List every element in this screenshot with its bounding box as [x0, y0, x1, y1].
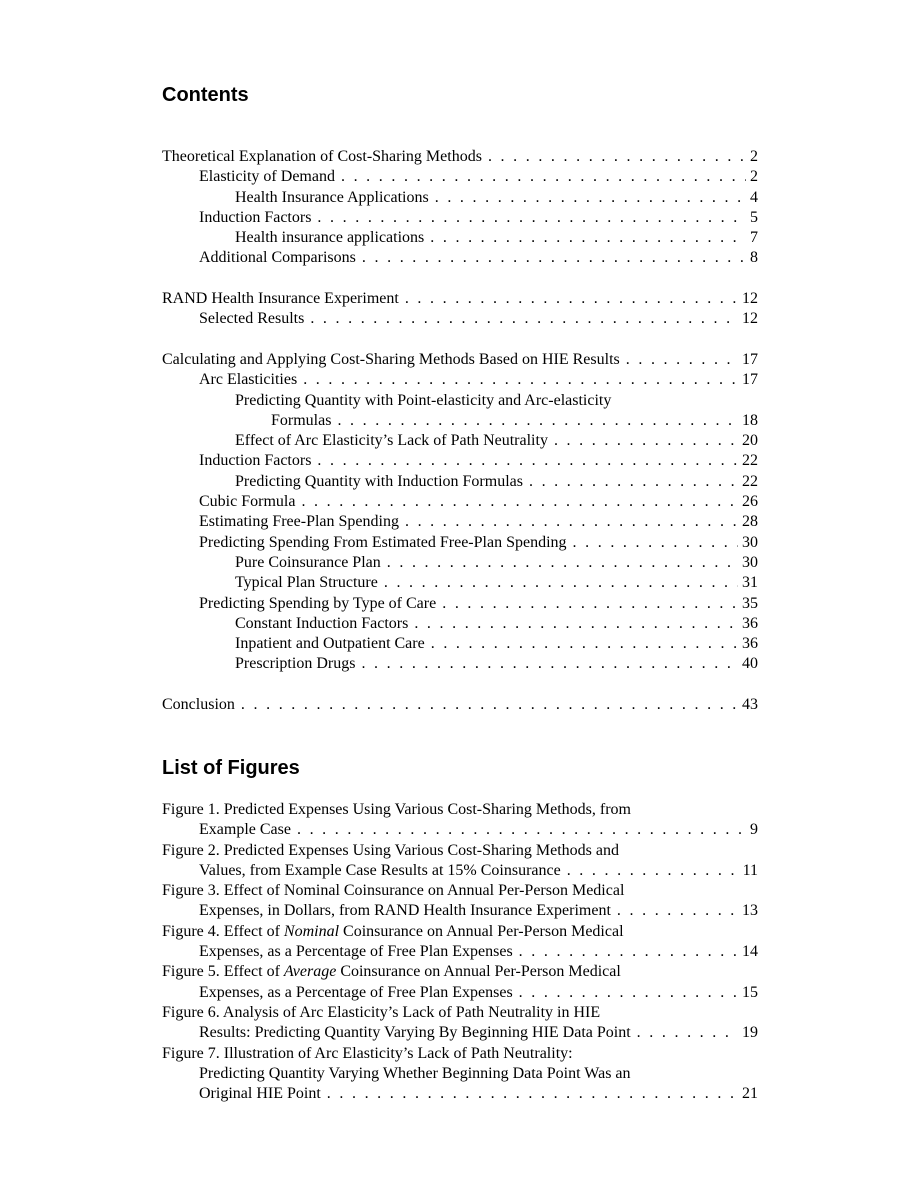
- toc-entry[interactable]: [162, 553, 758, 573]
- dot-leader: [617, 901, 738, 921]
- dot-leader: [431, 634, 738, 654]
- toc-title: RAND Health Insurance Experiment: [162, 290, 399, 308]
- toc-page: 12: [742, 290, 758, 308]
- toc-page: 20: [742, 432, 758, 450]
- toc-title: Predicting Spending by Type of Care: [199, 594, 437, 612]
- toc-entry[interactable]: [162, 614, 758, 634]
- toc-entry[interactable]: [162, 492, 758, 512]
- dot-leader: [301, 492, 738, 512]
- toc-title: Health insurance applications: [235, 229, 425, 247]
- figure-entry[interactable]: [162, 1044, 758, 1105]
- toc-title: Prescription Drugs: [235, 655, 356, 673]
- toc-title-continued: Formulas: [271, 411, 332, 429]
- dot-leader: [626, 350, 738, 370]
- toc-title: Constant Induction Factors: [235, 614, 409, 632]
- toc-page: 36: [742, 635, 758, 653]
- dot-leader: [317, 208, 746, 228]
- dot-leader: [361, 654, 738, 674]
- figure-title-emphasis: Average: [283, 963, 337, 981]
- toc-title: Induction Factors: [199, 208, 312, 226]
- toc-page: 30: [742, 533, 758, 551]
- toc-title: Predicting Spending From Estimated Free-Plan Spending: [199, 533, 567, 551]
- toc-page: 5: [750, 208, 758, 226]
- figure-title-line: Values, from Example Case Results at 15% Coinsurance: [199, 861, 561, 879]
- toc-entry[interactable]: [162, 411, 758, 431]
- dot-leader: [317, 451, 738, 471]
- figure-page: 19: [742, 1024, 758, 1042]
- toc-entry[interactable]: [162, 451, 758, 471]
- dot-leader: [405, 289, 738, 309]
- figure-title-line: Figure 2. Predicted Expenses Using Various Cost-Sharing Methods and: [162, 841, 619, 859]
- toc-page: 35: [742, 594, 758, 612]
- toc-entry[interactable]: [162, 309, 758, 329]
- toc-title: Predicting Quantity with Point-elasticity and Arc-elasticity: [235, 391, 612, 409]
- toc-entry[interactable]: [162, 695, 758, 715]
- toc-page: 8: [750, 249, 758, 267]
- toc-title: Elasticity of Demand: [199, 168, 335, 186]
- figure-page: 9: [750, 821, 758, 839]
- toc-page: 18: [742, 411, 758, 429]
- dot-leader: [435, 188, 746, 208]
- figure-title-line: Expenses, as a Percentage of Free Plan Expenses: [199, 983, 513, 1001]
- toc-title: Health Insurance Applications: [235, 188, 429, 206]
- figure-entry[interactable]: [162, 881, 758, 922]
- dot-leader: [554, 431, 738, 451]
- toc-page: 26: [742, 493, 758, 511]
- toc-entry[interactable]: [162, 573, 758, 593]
- figure-page: 21: [742, 1085, 758, 1103]
- toc-title: Inpatient and Outpatient Care: [235, 635, 425, 653]
- toc-page: 30: [742, 553, 758, 571]
- toc-page: 31: [742, 574, 758, 592]
- toc-entry[interactable]: [162, 167, 758, 187]
- toc-entry[interactable]: [162, 370, 758, 390]
- toc-page: 4: [750, 188, 758, 206]
- figure-page: 11: [742, 861, 758, 879]
- figure-title-line: Expenses, as a Percentage of Free Plan Expenses: [199, 943, 513, 961]
- toc-entry[interactable]: [162, 228, 758, 248]
- figure-page: 13: [742, 902, 758, 920]
- figure-entry[interactable]: [162, 922, 758, 963]
- dot-leader: [529, 472, 738, 492]
- figure-title-prefix: Figure 5. Effect of: [162, 963, 284, 981]
- dot-leader: [337, 411, 738, 431]
- figure-title-line: Figure 3. Effect of Nominal Coinsurance on Annual Per-Person Medical: [162, 882, 625, 900]
- figure-title-line: Expenses, in Dollars, from RAND Health Insurance Experiment: [199, 902, 611, 920]
- toc-entry[interactable]: [162, 248, 758, 268]
- toc-page: 17: [742, 371, 758, 389]
- dot-leader: [567, 861, 739, 881]
- toc-entry[interactable]: [162, 289, 758, 309]
- toc-title: Predicting Quantity with Induction Formulas: [235, 472, 523, 490]
- toc-title: Effect of Arc Elasticity’s Lack of Path Neutrality: [235, 432, 548, 450]
- figure-title-line: Figure 7. Illustration of Arc Elasticity’s Lack of Path Neutrality:: [162, 1044, 573, 1062]
- dot-leader: [573, 533, 738, 553]
- toc-page: 12: [742, 310, 758, 328]
- contents-heading: Contents: [162, 84, 249, 106]
- figure-title-line: Results: Predicting Quantity Varying By Beginning HIE Data Point: [199, 1024, 631, 1042]
- toc-page: 7: [750, 229, 758, 247]
- toc-entry-first-line[interactable]: [162, 391, 758, 411]
- figure-title-prefix: Figure 4. Effect of: [162, 922, 284, 940]
- dot-leader: [637, 1023, 738, 1043]
- toc-title: Arc Elasticities: [199, 371, 298, 389]
- dot-leader: [414, 614, 738, 634]
- dot-leader: [341, 167, 746, 187]
- figure-title-line: [162, 922, 758, 942]
- figure-entry[interactable]: [162, 841, 758, 882]
- dot-leader: [310, 309, 738, 329]
- toc-title: Estimating Free-Plan Spending: [199, 513, 399, 531]
- dot-leader: [297, 820, 746, 840]
- toc-page: 2: [750, 168, 758, 186]
- toc-entry[interactable]: [162, 654, 758, 674]
- dot-leader: [488, 147, 746, 167]
- figure-title-line: Original HIE Point: [199, 1085, 321, 1103]
- figure-page: 15: [742, 983, 758, 1001]
- dot-leader: [303, 370, 738, 390]
- toc-title: Calculating and Applying Cost-Sharing Methods Based on HIE Results: [162, 350, 620, 368]
- figure-title-line: Figure 1. Predicted Expenses Using Various Cost-Sharing Methods, from: [162, 801, 631, 818]
- list-of-figures-heading: List of Figures: [162, 757, 300, 779]
- dot-leader: [442, 594, 738, 614]
- dot-leader: [384, 573, 738, 593]
- dot-leader: [327, 1084, 738, 1104]
- figure-title-line: Example Case: [199, 821, 291, 839]
- toc-title: Cubic Formula: [199, 493, 296, 511]
- figure-title-suffix: Coinsurance on Annual Per-Person Medical: [336, 963, 621, 981]
- toc-title: Induction Factors: [199, 452, 312, 470]
- toc-page: 22: [742, 452, 758, 470]
- figure-entry[interactable]: [162, 1003, 758, 1044]
- figure-title-emphasis: Nominal: [283, 922, 340, 940]
- toc-title: Typical Plan Structure: [235, 574, 378, 592]
- toc-entry[interactable]: [162, 512, 758, 532]
- toc-page: 40: [742, 655, 758, 673]
- toc-page: 17: [742, 350, 758, 368]
- toc-page: 28: [742, 513, 758, 531]
- toc-entry[interactable]: [162, 533, 758, 553]
- figure-title-suffix: Coinsurance on Annual Per-Person Medical: [339, 922, 624, 940]
- dot-leader: [519, 942, 738, 962]
- dot-leader: [387, 553, 738, 573]
- toc-entry[interactable]: [162, 147, 758, 167]
- toc-entry[interactable]: [162, 188, 758, 208]
- toc-title: Conclusion: [162, 696, 235, 714]
- figure-title-line: Figure 6. Analysis of Arc Elasticity’s Lack of Path Neutrality in HIE: [162, 1003, 601, 1021]
- toc-entry[interactable]: [162, 594, 758, 614]
- toc-title: Pure Coinsurance Plan: [235, 553, 381, 571]
- figure-page: 14: [742, 943, 758, 961]
- figure-entry[interactable]: [162, 800, 758, 841]
- toc-entry[interactable]: [162, 634, 758, 654]
- dot-leader: [430, 228, 746, 248]
- toc-page: 22: [742, 472, 758, 490]
- table-of-contents: [162, 147, 758, 715]
- toc-entry[interactable]: [162, 208, 758, 228]
- list-of-figures: [162, 800, 758, 1104]
- figure-title-line: Predicting Quantity Varying Whether Beginning Data Point Was an: [199, 1064, 631, 1082]
- toc-page: 43: [742, 696, 758, 714]
- toc-page: 2: [750, 148, 758, 165]
- figure-entry[interactable]: [162, 962, 758, 1003]
- dot-leader: [405, 512, 738, 532]
- toc-entry[interactable]: [162, 350, 758, 370]
- toc-page: 36: [742, 614, 758, 632]
- toc-title: Selected Results: [199, 310, 305, 328]
- dot-leader: [362, 248, 746, 268]
- dot-leader: [241, 695, 738, 715]
- toc-entry[interactable]: [162, 472, 758, 492]
- toc-entry[interactable]: [162, 431, 758, 451]
- toc-title: Additional Comparisons: [199, 249, 356, 267]
- toc-title: Theoretical Explanation of Cost-Sharing Methods: [162, 148, 482, 165]
- dot-leader: [519, 983, 738, 1003]
- figure-title-line: [162, 962, 758, 982]
